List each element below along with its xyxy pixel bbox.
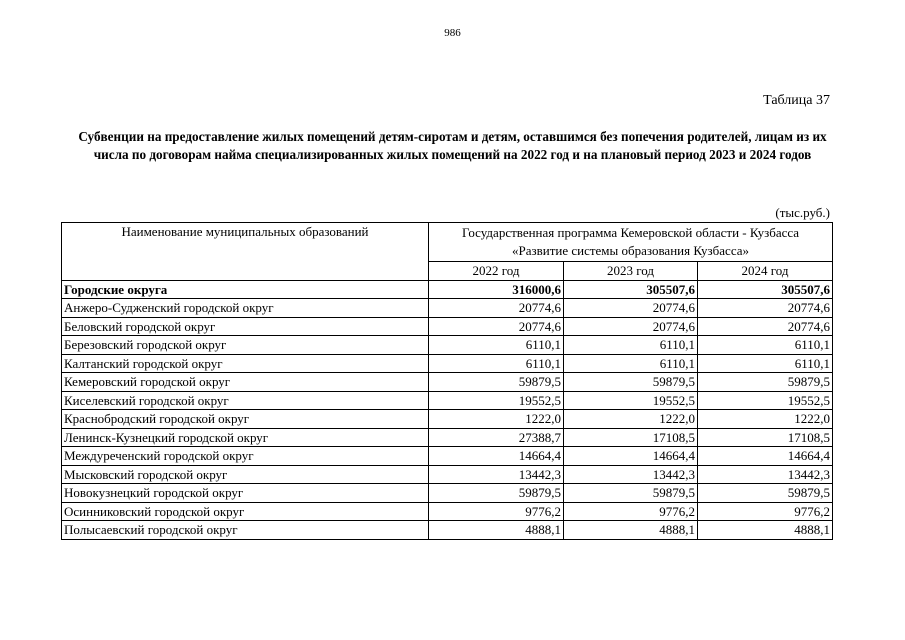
- value-2024: 14664,4: [698, 447, 833, 466]
- value-2023: 17108,5: [564, 428, 698, 447]
- value-2024: 19552,5: [698, 391, 833, 410]
- value-2023: 59879,5: [564, 484, 698, 503]
- name-column-header: Наименование муниципальных образований: [62, 223, 429, 281]
- table-row: [62, 428, 833, 447]
- value-2024: 20774,6: [698, 317, 833, 336]
- table-number: Таблица 37: [763, 93, 830, 108]
- value-2022: 13442,3: [429, 465, 564, 484]
- value-2024: 9776,2: [698, 502, 833, 521]
- municipality-name: Междуреченский городской округ: [62, 447, 429, 466]
- value-2023: 59879,5: [564, 373, 698, 392]
- value-2024: 59879,5: [698, 484, 833, 503]
- value-2022: 20774,6: [429, 299, 564, 318]
- value-2022: 4888,1: [429, 521, 564, 540]
- table-row-total: [62, 280, 833, 299]
- year-header-2023: 2023 год: [564, 262, 698, 281]
- table-row: [62, 299, 833, 318]
- municipality-name: Новокузнецкий городской округ: [62, 484, 429, 503]
- value-2023: 13442,3: [564, 465, 698, 484]
- table-row: [62, 502, 833, 521]
- value-2024: 1222,0: [698, 410, 833, 429]
- value-2022: 6110,1: [429, 354, 564, 373]
- value-2022: 59879,5: [429, 373, 564, 392]
- value-2023: 20774,6: [564, 299, 698, 318]
- subsidy-table: [61, 222, 833, 540]
- units-label: (тыс.руб.): [775, 205, 830, 220]
- table-body: [62, 280, 833, 539]
- table-row: [62, 410, 833, 429]
- table-row: [62, 521, 833, 540]
- value-2022: 27388,7: [429, 428, 564, 447]
- table-row: [62, 391, 833, 410]
- value-2024: 4888,1: [698, 521, 833, 540]
- value-2022: 9776,2: [429, 502, 564, 521]
- value-2023: 9776,2: [564, 502, 698, 521]
- value-2024: 6110,1: [698, 354, 833, 373]
- value-2024: 17108,5: [698, 428, 833, 447]
- value-2022: 14664,4: [429, 447, 564, 466]
- value-2023: 14664,4: [564, 447, 698, 466]
- value-2022: 19552,5: [429, 391, 564, 410]
- value-2024: 305507,6: [698, 280, 833, 299]
- page-number: 986: [444, 27, 461, 39]
- municipality-name: Осинниковский городской округ: [62, 502, 429, 521]
- table-row: [62, 465, 833, 484]
- value-2022: 316000,6: [429, 280, 564, 299]
- municipality-name: Городские округа: [62, 280, 429, 299]
- table-title: Субвенции на предоставление жилых помещений детям-сиротам и детям, оставшимся без попечения родителей, лицам из их числа по договорам найма специализированных жилых помещений на 2022 год и на плановый период 2023 и 2024 годов: [78, 129, 827, 162]
- value-2024: 59879,5: [698, 373, 833, 392]
- municipality-name: Ленинск-Кузнецкий городской округ: [62, 428, 429, 447]
- value-2022: 1222,0: [429, 410, 564, 429]
- value-2023: 6110,1: [564, 336, 698, 355]
- value-2023: 305507,6: [564, 280, 698, 299]
- municipality-name: Калтанский городской округ: [62, 354, 429, 373]
- value-2024: 13442,3: [698, 465, 833, 484]
- table-row: [62, 317, 833, 336]
- municipality-name: Полысаевский городской округ: [62, 521, 429, 540]
- table-row: [62, 484, 833, 503]
- table-row: [62, 354, 833, 373]
- value-2022: 20774,6: [429, 317, 564, 336]
- value-2022: 6110,1: [429, 336, 564, 355]
- value-2023: 20774,6: [564, 317, 698, 336]
- value-2023: 19552,5: [564, 391, 698, 410]
- municipality-name: Беловский городской округ: [62, 317, 429, 336]
- municipality-name: Анжеро-Судженский городской округ: [62, 299, 429, 318]
- table-row: [62, 373, 833, 392]
- value-2023: 4888,1: [564, 521, 698, 540]
- municipality-name: Кемеровский городской округ: [62, 373, 429, 392]
- value-2022: 59879,5: [429, 484, 564, 503]
- table-row: [62, 447, 833, 466]
- value-2023: 6110,1: [564, 354, 698, 373]
- municipality-name: Краснобродский городской округ: [62, 410, 429, 429]
- year-header-2024: 2024 год: [698, 262, 833, 281]
- table-row: [62, 336, 833, 355]
- year-header-2022: 2022 год: [429, 262, 564, 281]
- value-2024: 6110,1: [698, 336, 833, 355]
- municipality-name: Мысковский городской округ: [62, 465, 429, 484]
- program-header: Государственная программа Кемеровской области - Кузбасса «Развитие системы образования Кузбасса»: [429, 223, 833, 262]
- municipality-name: Березовский городской округ: [62, 336, 429, 355]
- value-2024: 20774,6: [698, 299, 833, 318]
- municipality-name: Киселевский городской округ: [62, 391, 429, 410]
- value-2023: 1222,0: [564, 410, 698, 429]
